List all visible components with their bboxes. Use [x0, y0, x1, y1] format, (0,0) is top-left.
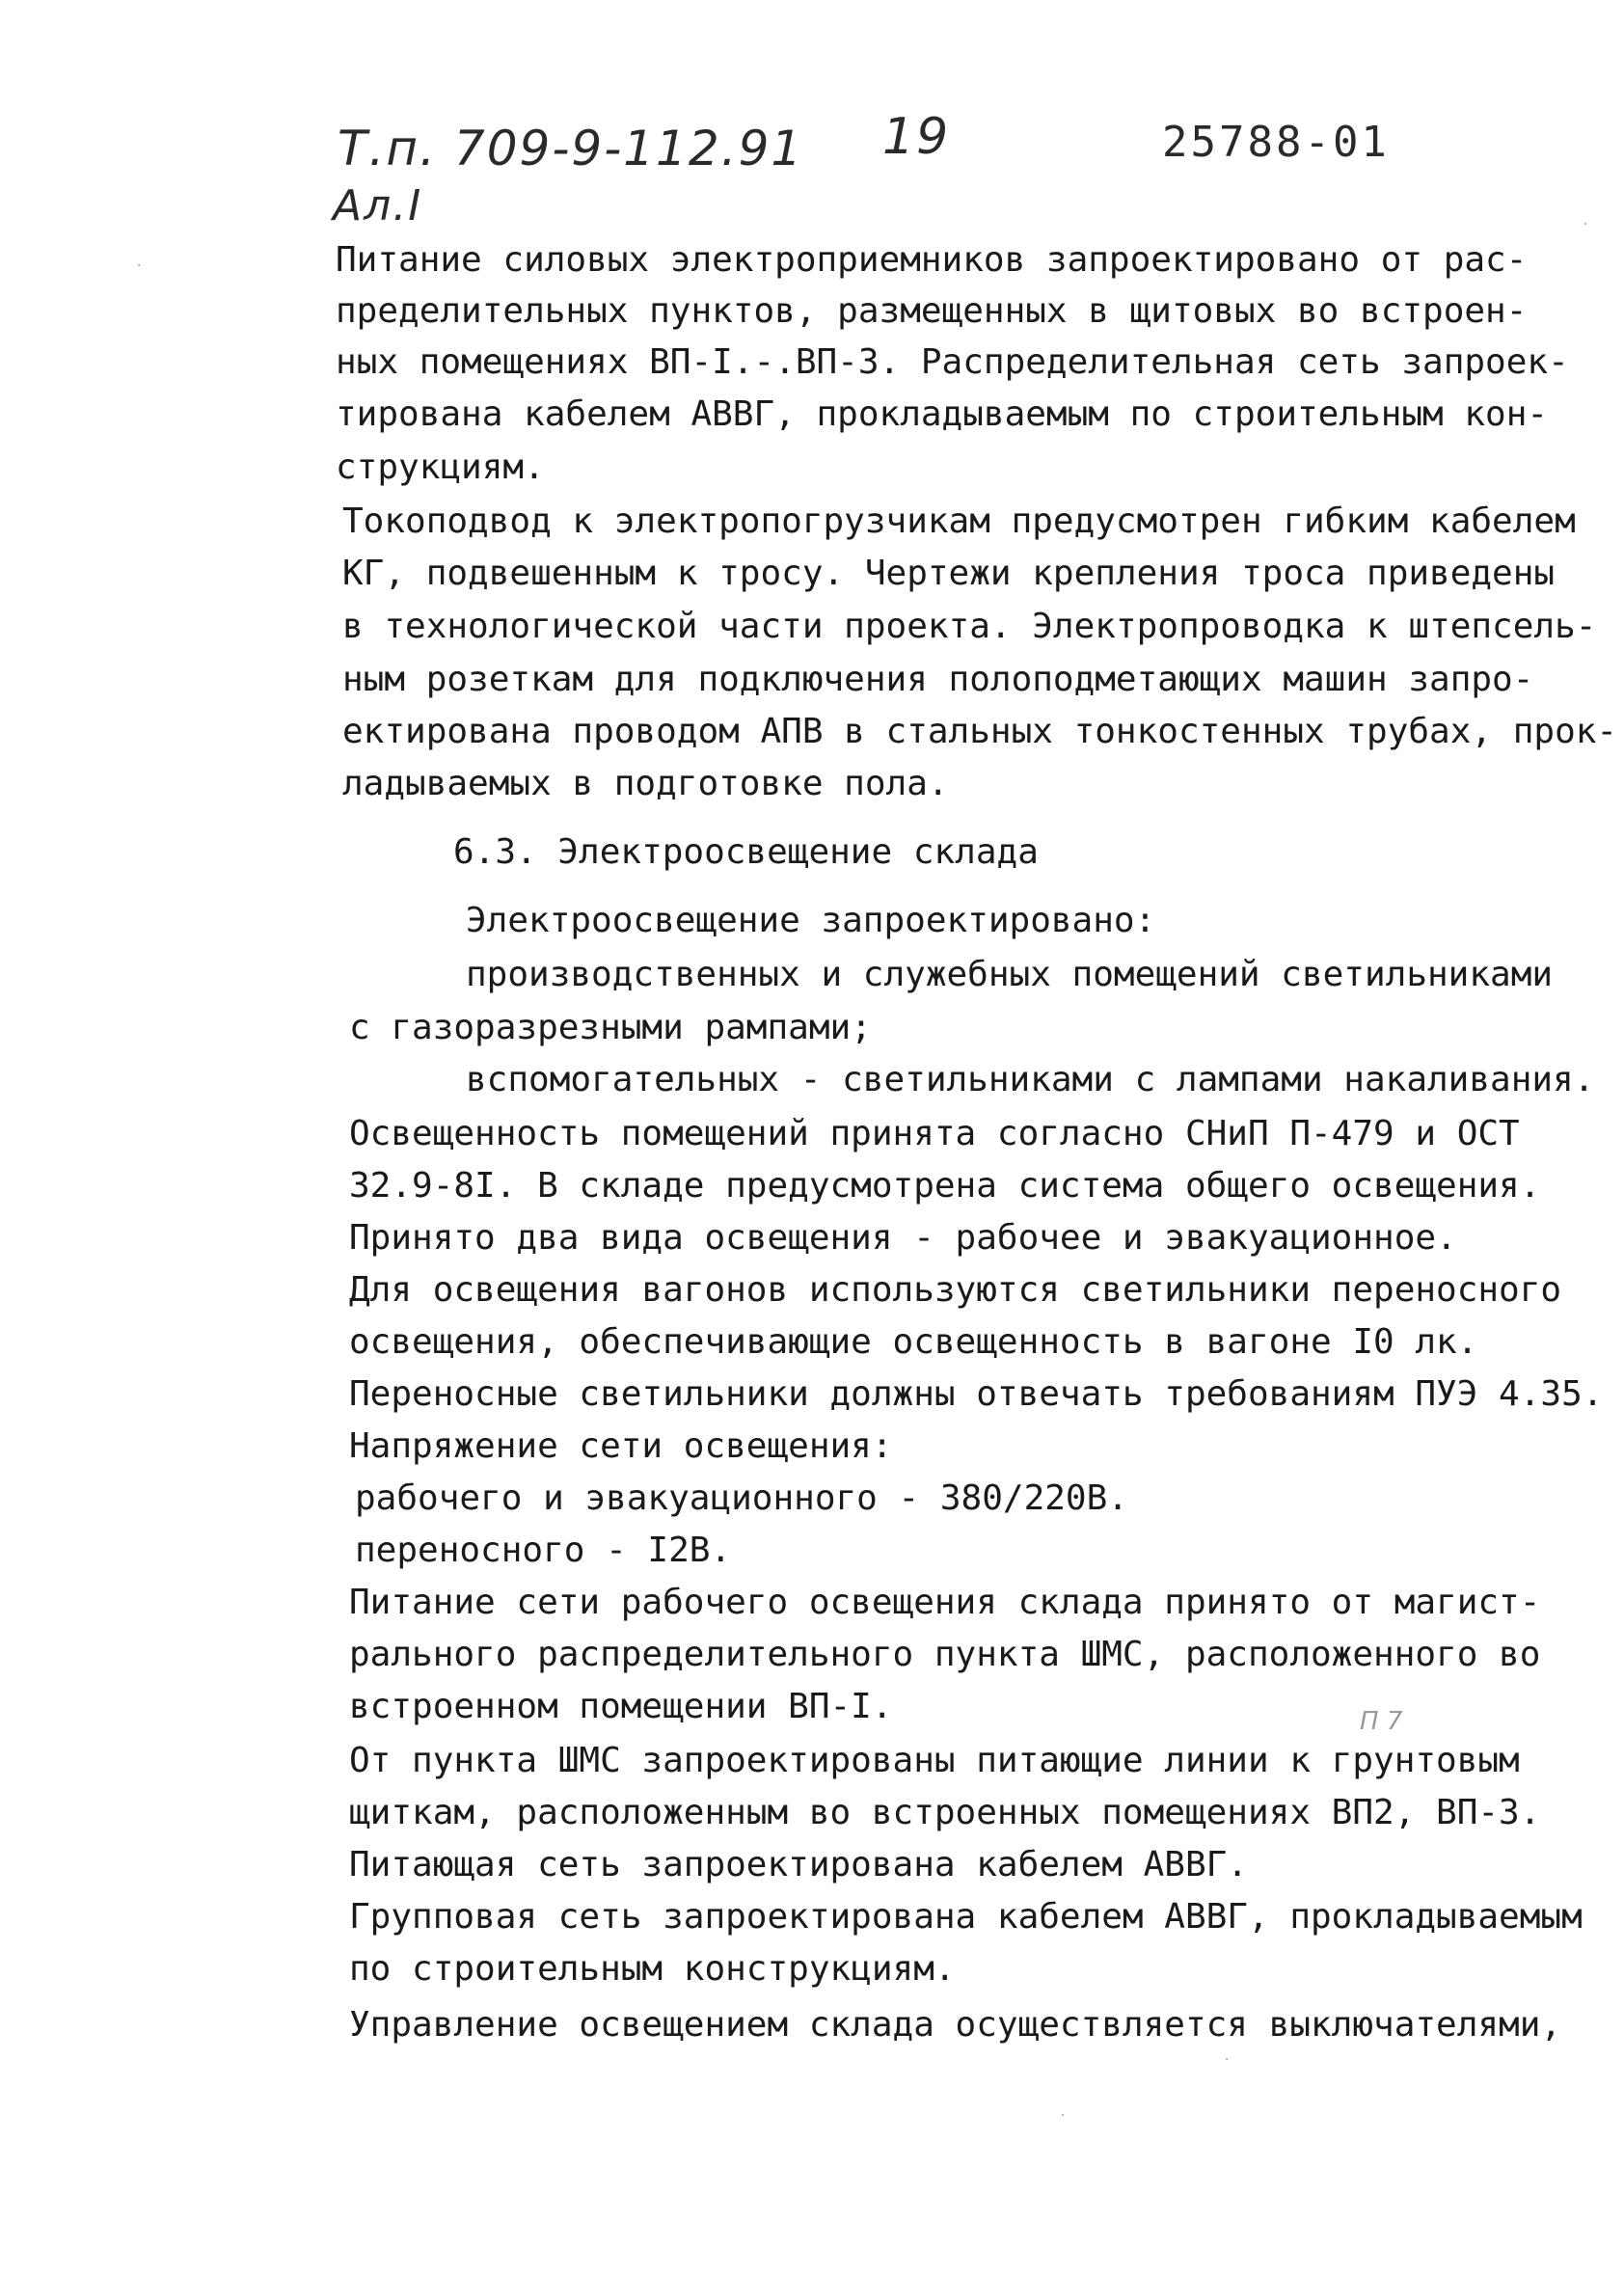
text-line: 32.9-8I. В складе предусмотрена система общего освещения. — [349, 1166, 1541, 1206]
text-line: Для освещения вагонов используются светильники переносного — [349, 1270, 1562, 1310]
text-line: ектирована проводом АПВ в стальных тонкостенных трубах, прок- — [342, 712, 1618, 751]
text-line: Переносные светильники должны отвечать требованиям ПУЭ 4.35. — [349, 1374, 1604, 1414]
text-line: ладываемых в подготовке пола. — [342, 764, 949, 803]
text-line: От пункта ШМС запроектированы питающие линии к грунтовым — [349, 1741, 1520, 1780]
text-line: Питающая сеть запроектирована кабелем АВВГ. — [349, 1845, 1248, 1884]
header-document-number: 25788-01 — [1162, 118, 1390, 167]
text-line: переносного - I2В. — [355, 1531, 732, 1570]
text-line: Токоподвод к электропогрузчикам предусмотрен гибким кабелем — [342, 501, 1576, 541]
text-line: щиткам, расположенным во встроенных помещениях ВП2, ВП-3. — [349, 1793, 1541, 1832]
header-sheet: Ал.I — [333, 181, 423, 230]
text-line: в технологической части проекта. Электропроводка к штепсель- — [342, 607, 1597, 646]
text-line: встроенном помещении ВП-I. — [349, 1687, 893, 1726]
text-line: Управление освещением склада осуществляется выключателями, — [349, 2005, 1562, 2045]
text-line: КГ, подвешенным к тросу. Чертежи крепления троса приведены — [342, 554, 1556, 593]
text-line: ным розеткам для подключения полоподметающих машин запро- — [342, 660, 1534, 699]
header-code: Т.п. 709-9-112.91 — [338, 121, 804, 176]
text-line: освещения, обеспечивающие освещенность в вагоне I0 лк. — [349, 1322, 1478, 1362]
text-line: вспомогательных - светильниками с лампами накаливания. — [466, 1060, 1595, 1099]
text-line: Принято два вида освещения - рабочее и эвакуационное. — [349, 1218, 1457, 1258]
speck-mark: · — [135, 258, 144, 274]
text-line: Питание сети рабочего освещения склада принято от магист- — [349, 1583, 1541, 1622]
text-line: рального распределительного пункта ШМС, расположенного во — [349, 1635, 1541, 1674]
text-line: струкциям. — [336, 447, 545, 487]
text-line: производственных и служебных помещений светильниками — [466, 955, 1554, 994]
speck-mark: · — [1059, 2108, 1068, 2124]
text-line: Питание силовых электроприемников запроектировано от рас- — [336, 240, 1528, 280]
text-line: рабочего и эвакуационного - 380/220В. — [355, 1478, 1128, 1518]
text-line: с газоразрезными рампами; — [349, 1008, 872, 1047]
text-line: Групповая сеть запроектирована кабелем АВВГ, прокладываемым — [349, 1897, 1583, 1937]
speck-mark: · — [1223, 2052, 1232, 2068]
text-line: тирована кабелем АВВГ, прокладываемым по строительным кон- — [336, 394, 1549, 434]
text-line: Электроосвещение запроектировано: — [466, 901, 1156, 940]
text-line: по строительным конструкциям. — [349, 1949, 956, 1989]
text-line: ных помещениях ВП-I.-.ВП-3. Распределительная сеть запроек- — [336, 342, 1569, 382]
text-line: пределительных пунктов, размещенных в щитовых во встроен- — [336, 291, 1528, 331]
speck-mark: · — [1582, 217, 1590, 232]
section-heading: 6.3. Электроосвещение склада — [453, 832, 1039, 872]
header-page-number: 19 — [882, 108, 951, 166]
text-line: Напряжение сети освещения: — [349, 1426, 893, 1466]
text-line: Освещенность помещений принята согласно СНиП П-479 и ОСТ — [349, 1114, 1520, 1153]
margin-stamp: П 7 — [1360, 1707, 1403, 1736]
